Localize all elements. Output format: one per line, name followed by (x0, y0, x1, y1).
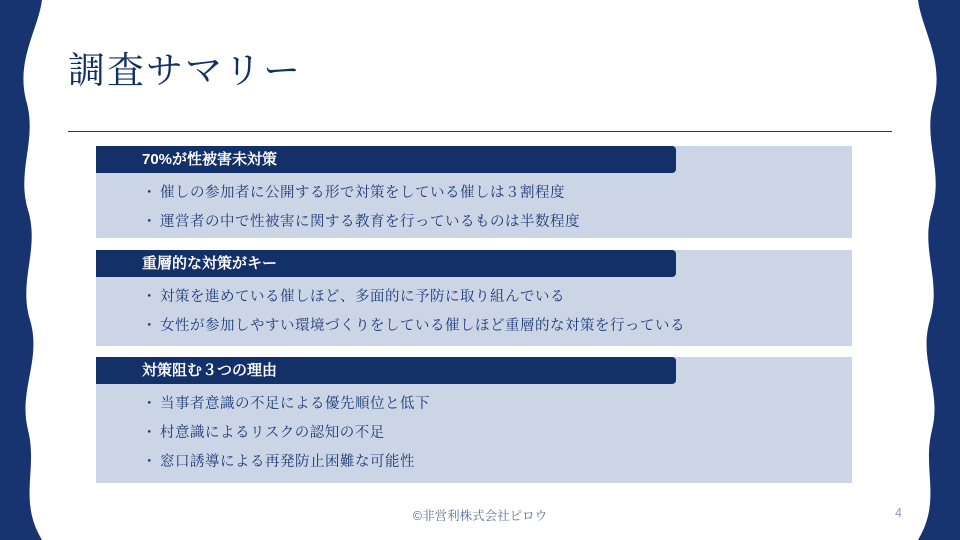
section-panel-1 (96, 146, 852, 238)
list-item: ・ 女性が参加しやすい環境づくりをしている催しほど重層的な対策を行っている (144, 315, 842, 338)
section-panel-3 (96, 357, 852, 483)
list-item: ・ 対策を進めている催しほど、多面的に予防に取り組んでいる (144, 286, 842, 309)
section-bullets-1 (144, 182, 842, 240)
title-divider (68, 131, 892, 132)
section-heading-1: 70%が性被害未対策 (96, 146, 676, 173)
section-heading-2: 重層的な対策がキー (96, 250, 676, 277)
section-bullets-2 (144, 286, 842, 344)
page-number: 4 (895, 506, 902, 520)
list-item: ・ 窓口誘導による再発防止困難な可能性 (144, 451, 842, 474)
section-heading-3: 対策阻む３つの理由 (96, 357, 676, 384)
list-item: ・ 催しの参加者に公開する形で対策をしている催しは３割程度 (144, 182, 842, 205)
list-item: ・ 村意識によるリスクの認知の不足 (144, 422, 842, 445)
section-panel-2 (96, 250, 852, 346)
list-item: ・ 運営者の中で性被害に関する教育を行っているものは半数程度 (144, 211, 842, 234)
section-bullets-3 (144, 393, 842, 481)
list-item: ・ 当事者意識の不足による優先順位と低下 (144, 393, 842, 416)
footer-copyright: ©非営利株式会社ピロウ (412, 509, 548, 523)
page-title: 調査サマリー (68, 50, 302, 91)
